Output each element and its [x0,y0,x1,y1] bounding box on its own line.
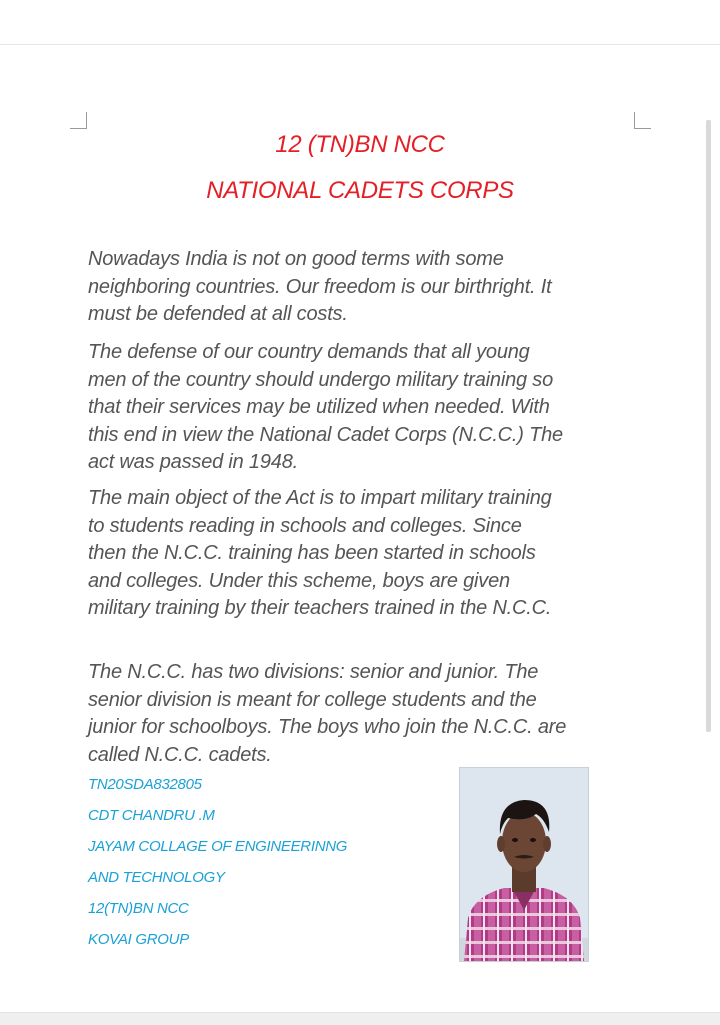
cadet-name: CDT CHANDRU .M [88,807,215,824]
paragraph-1 [88,246,688,329]
paragraph-line: The N.C.C. has two divisions: senior and junior. The [88,661,539,683]
paragraph-line: Nowadays India is not on good terms with some [88,248,504,270]
paragraph-line: must be defended at all costs. [88,303,348,325]
paragraph-4 [88,659,688,769]
top-divider [0,44,720,45]
page-margin-corner-left [70,112,87,129]
paragraph-line: junior for schoolboys. The boys who join the N.C.C. are [88,716,567,738]
battalion: 12(TN)BN NCC [88,900,189,917]
page-margin-corner-right [634,112,651,129]
paragraph-line: men of the country should undergo military training so [88,368,554,391]
college-name-line-2: AND TECHNOLOGY [88,869,225,886]
paragraph-line: this end in view the National Cadet Corps (N.C.C.) The [88,423,563,446]
cadet-info-block [88,777,428,963]
paragraph-3 [88,485,688,623]
cadet-photo-illustration [460,768,588,961]
paragraph-line: that their services may be utilized when needed. With [88,396,550,418]
college-name-line-1: JAYAM COLLAGE OF ENGINEERINNG [88,838,348,855]
group: KOVAI GROUP [88,931,189,948]
paragraph-line: The main object of the Act is to impart military training [88,487,552,509]
paragraph-line: to students reading in schools and colleges. Since [88,514,522,537]
heading-unit: 12 (TN)BN NCC [275,131,445,158]
paragraph-line: called N.C.C. cadets. [88,743,272,766]
bottom-bar [0,1012,720,1025]
paragraph-line: senior division is meant for college students and the [88,688,537,711]
paragraph-line: military training by their teachers trained in the N.C.C. [88,597,552,619]
cadet-id: TN20SDA832805 [88,776,202,793]
paragraph-2 [88,339,688,477]
heading-title: NATIONAL CADETS CORPS [206,177,514,204]
cadet-photo [459,767,589,962]
paragraph-line: neighboring countries. Our freedom is our birthright. It [88,275,552,298]
paragraph-line: then the N.C.C. training has been started in schools [88,542,536,564]
vertical-scrollbar[interactable] [706,120,711,732]
paragraph-line: The defense of our country demands that all young [88,341,530,363]
paragraph-line: and colleges. Under this scheme, boys are given [88,569,510,592]
paragraph-line: act was passed in 1948. [88,451,298,473]
